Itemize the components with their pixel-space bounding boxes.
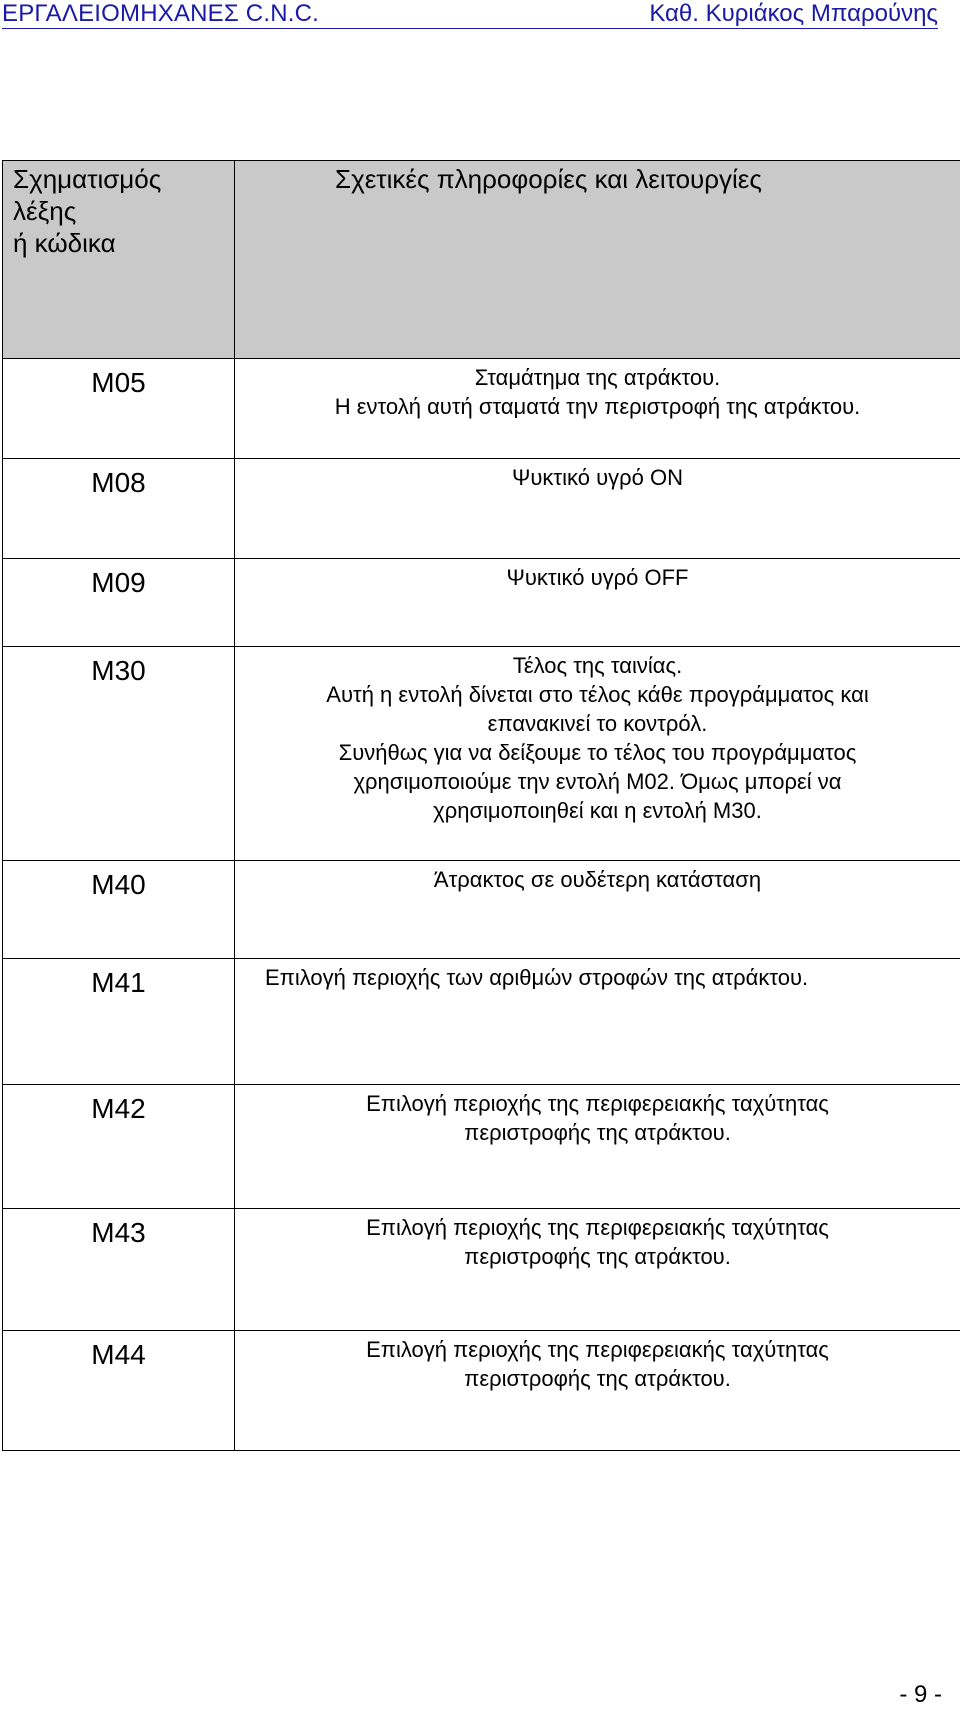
info-cell: Σταμάτημα της ατράκτου. Η εντολή αυτή σταματά την περιστροφή της ατράκτου. <box>235 359 960 459</box>
header-code-column: Σχηματισμός λέξης ή κώδικα <box>3 161 235 359</box>
info-cell: Επιλογή περιοχής της περιφερειακής ταχύτητας περιστροφής της ατράκτου. <box>235 1085 960 1209</box>
m-codes-table <box>2 160 960 1451</box>
code-cell: M09 <box>3 559 235 647</box>
code-cell: M43 <box>3 1209 235 1331</box>
table-row <box>3 1331 960 1451</box>
code-cell: M05 <box>3 359 235 459</box>
table-row <box>3 359 960 459</box>
code-cell: M41 <box>3 959 235 1085</box>
page-number: - 9 - <box>899 1681 942 1708</box>
table-row <box>3 559 960 647</box>
table-row <box>3 459 960 559</box>
code-cell: M40 <box>3 861 235 959</box>
info-cell: Ψυκτικό υγρό OFF <box>235 559 960 647</box>
table-row <box>3 959 960 1085</box>
table-header-row <box>3 161 960 359</box>
info-cell: Επιλογή περιοχής της περιφερειακής ταχύτητας περιστροφής της ατράκτου. <box>235 1209 960 1331</box>
page-header <box>2 0 938 29</box>
info-cell: Επιλογή περιοχής της περιφερειακής ταχύτητας περιστροφής της ατράκτου. <box>235 1331 960 1451</box>
code-cell: M08 <box>3 459 235 559</box>
info-cell: Ψυκτικό υγρό ON <box>235 459 960 559</box>
code-cell: M44 <box>3 1331 235 1451</box>
code-cell: M42 <box>3 1085 235 1209</box>
info-cell: Άτρακτος σε ουδέτερη κατάσταση <box>235 861 960 959</box>
header-author: Καθ. Κυριάκος Μπαρούνης <box>649 0 938 27</box>
table-row <box>3 1209 960 1331</box>
table-row <box>3 647 960 861</box>
header-info-column: Σχετικές πληροφορίες και λειτουργίες <box>235 161 960 359</box>
header-course-title: ΕΡΓΑΛΕΙΟΜΗΧΑΝΕΣ C.N.C. <box>2 0 319 27</box>
info-cell: Τέλος της ταινίας. Αυτή η εντολή δίνεται στο τέλος κάθε προγράμματος και επανακινεί το κοντρόλ. Συνήθως για να δείξουμε το τέλος του προγράμματος χρησιμοποιούμε την εντολή M02. Όμως μπορεί να χρησιμοποιηθεί και η εντολή M30. <box>235 647 960 861</box>
table-row <box>3 1085 960 1209</box>
code-cell: M30 <box>3 647 235 861</box>
table-row <box>3 861 960 959</box>
info-cell: Επιλογή περιοχής των αριθμών στροφών της ατράκτου. <box>235 959 960 1085</box>
